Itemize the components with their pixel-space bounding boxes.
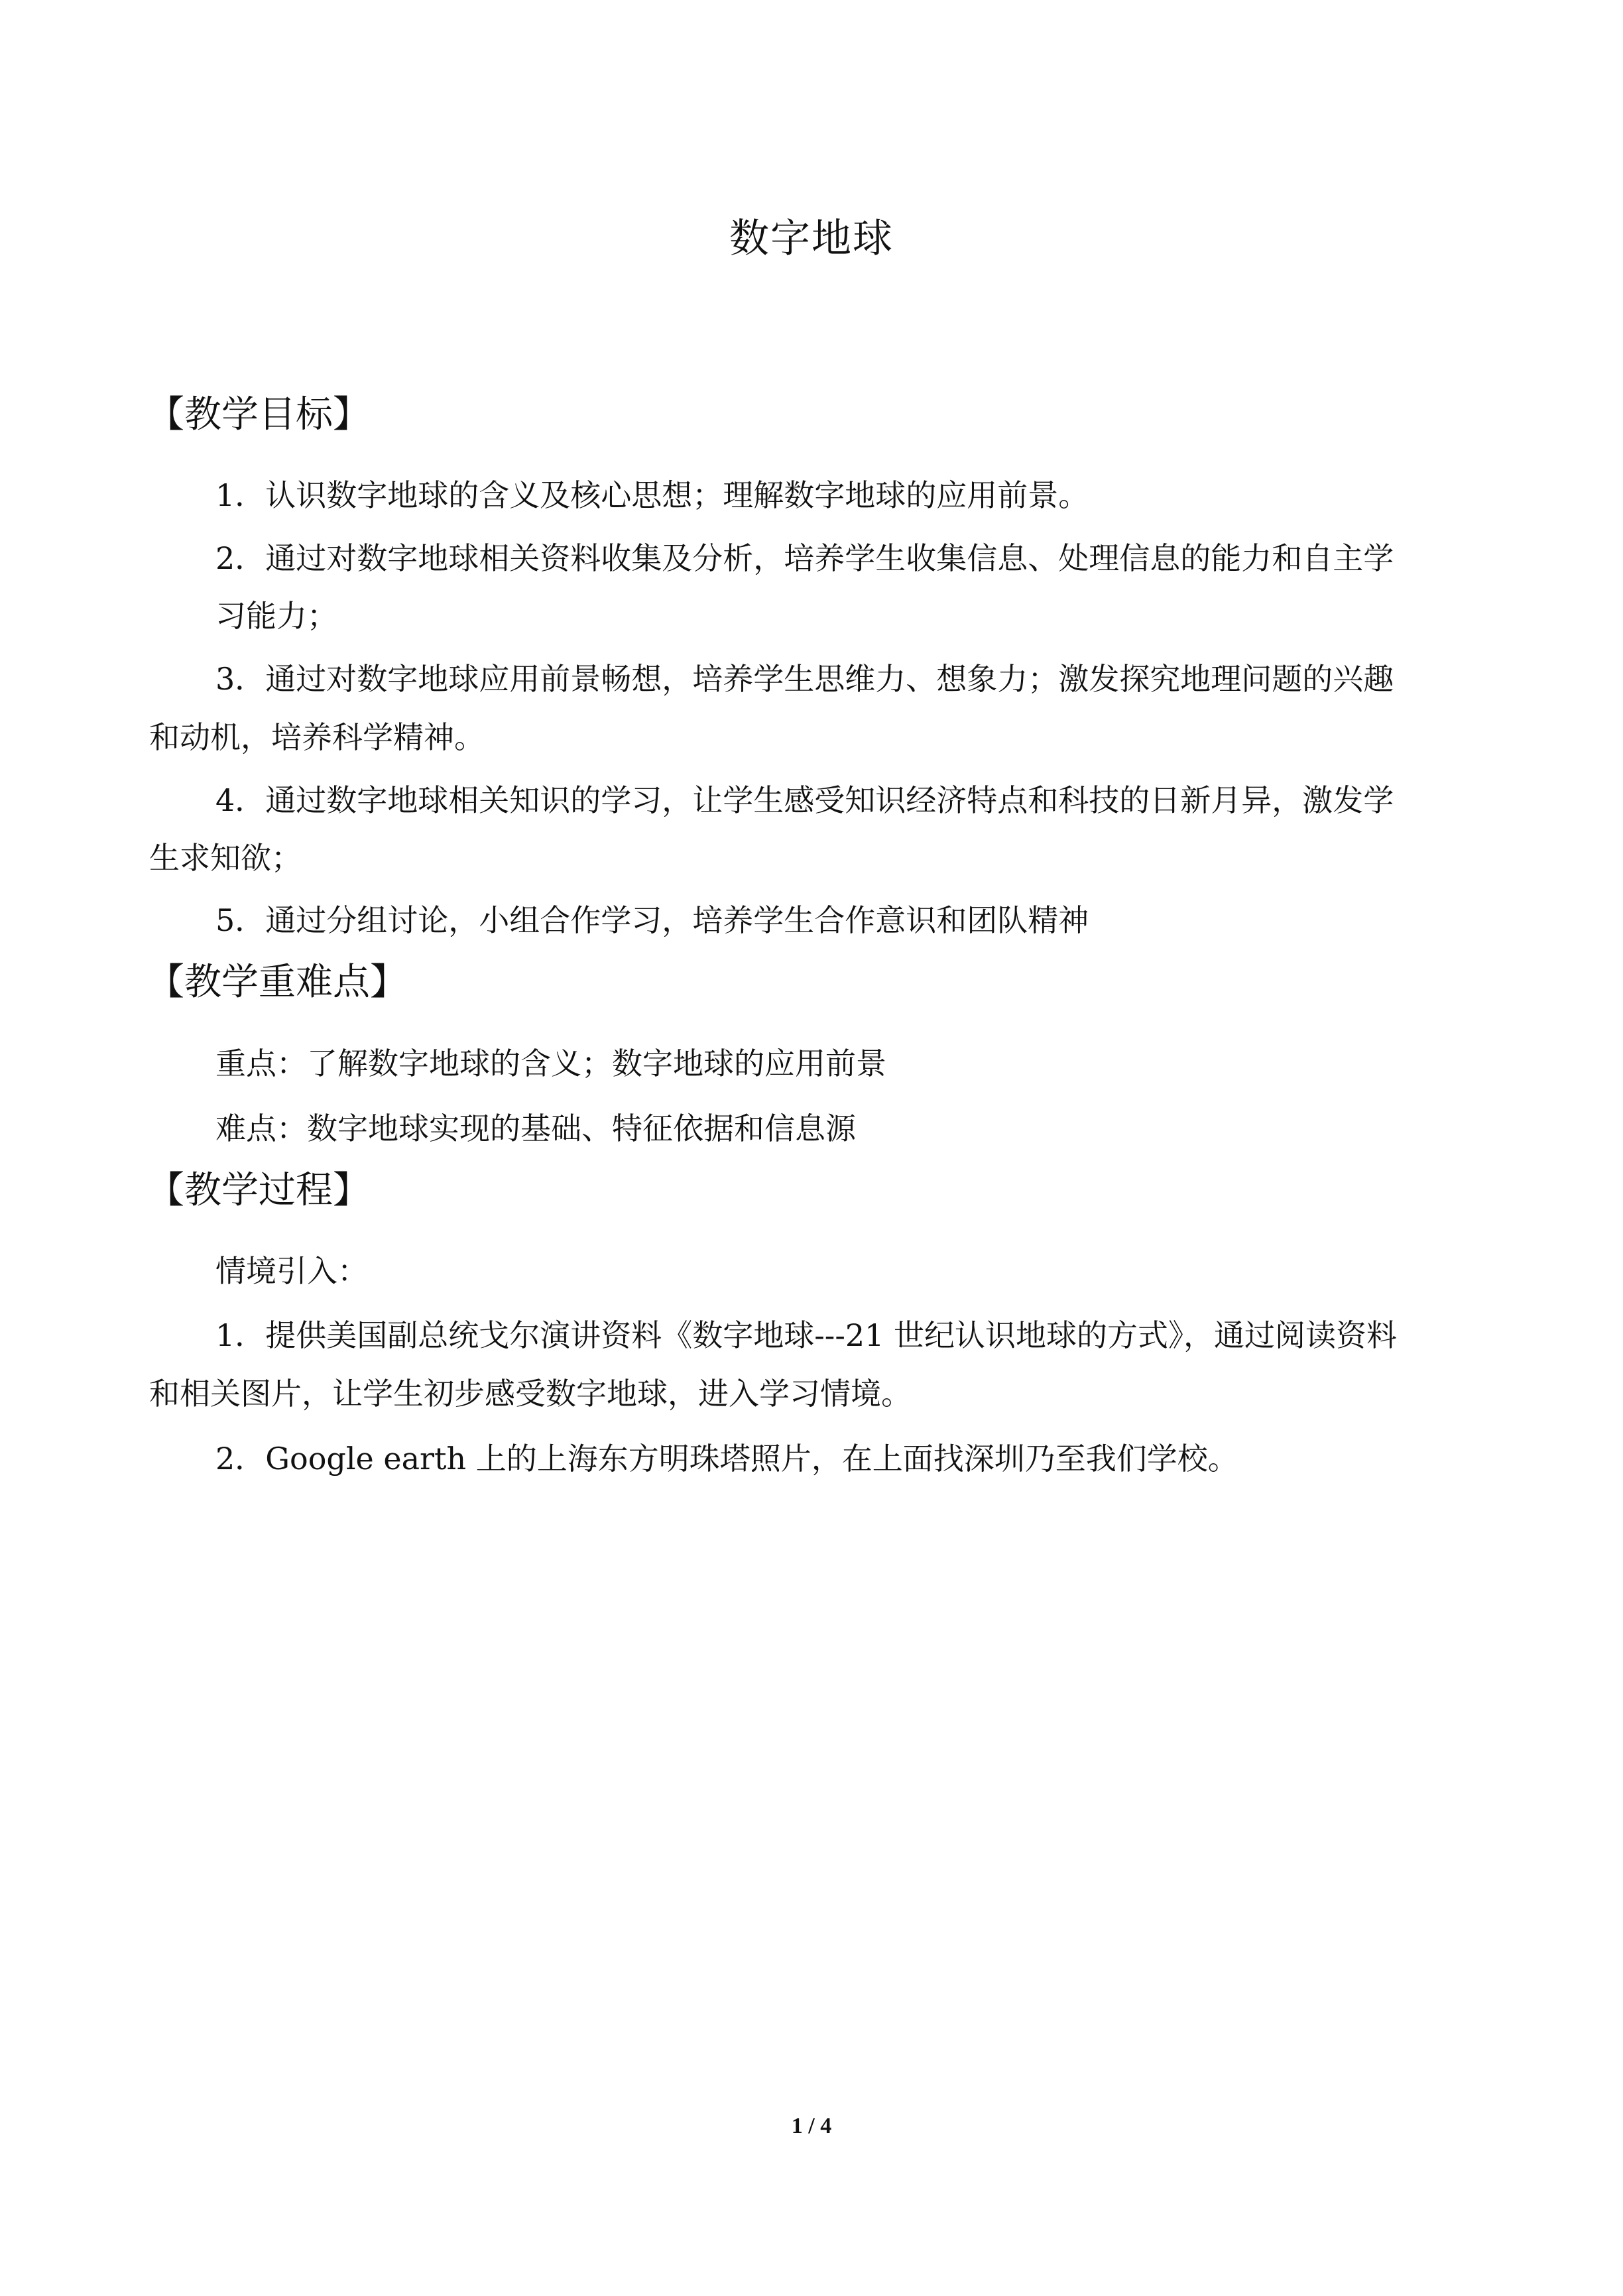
- objective-line-2: 2．通过对数字地球相关资料收集及分析，培养学生收集信息、处理信息的能力和自主学: [215, 540, 1394, 576]
- objective-line-3-cont: 和动机，培养科学精神。: [149, 719, 485, 755]
- objective-line-4: 4．通过数字地球相关知识的学习，让学生感受知识经济特点和科技的日新月异，激发学: [215, 782, 1394, 818]
- process-line-1: 1．提供美国副总统戈尔演讲资料《数字地球---21 世纪认识地球的方式》，通过阅读资料: [215, 1317, 1398, 1353]
- section-heading-objectives: 【教学目标】: [147, 393, 370, 436]
- objective-line-2-cont: 习能力；: [215, 598, 337, 634]
- objective-line-3: 3．通过对数字地球应用前景畅想，培养学生思维力、想象力；激发探究地理问题的兴趣: [215, 661, 1394, 697]
- process-line-1-cont: 和相关图片，让学生初步感受数字地球，进入学习情境。: [149, 1376, 912, 1412]
- process-line-2: 2．Google earth 上的上海东方明珠塔照片，在上面找深圳乃至我们学校。: [215, 1441, 1238, 1477]
- key-point-line: 重点：了解数字地球的含义；数字地球的应用前景: [215, 1046, 886, 1081]
- difficult-point-line: 难点：数字地球实现的基础、特征依据和信息源: [215, 1111, 856, 1146]
- section-heading-process: 【教学过程】: [147, 1169, 370, 1212]
- section-heading-key-points: 【教学重难点】: [147, 961, 407, 1004]
- objective-line-1: 1．认识数字地球的含义及核心思想；理解数字地球的应用前景。: [215, 477, 1089, 513]
- document-title: 数字地球: [729, 215, 894, 262]
- objective-line-4-cont: 生求知欲；: [149, 840, 302, 876]
- process-intro-line: 情境引入：: [215, 1253, 368, 1289]
- objective-line-5: 5．通过分组讨论，小组合作学习，培养学生合作意识和团队精神: [215, 902, 1089, 938]
- page-number: 1 / 4: [791, 2114, 832, 2138]
